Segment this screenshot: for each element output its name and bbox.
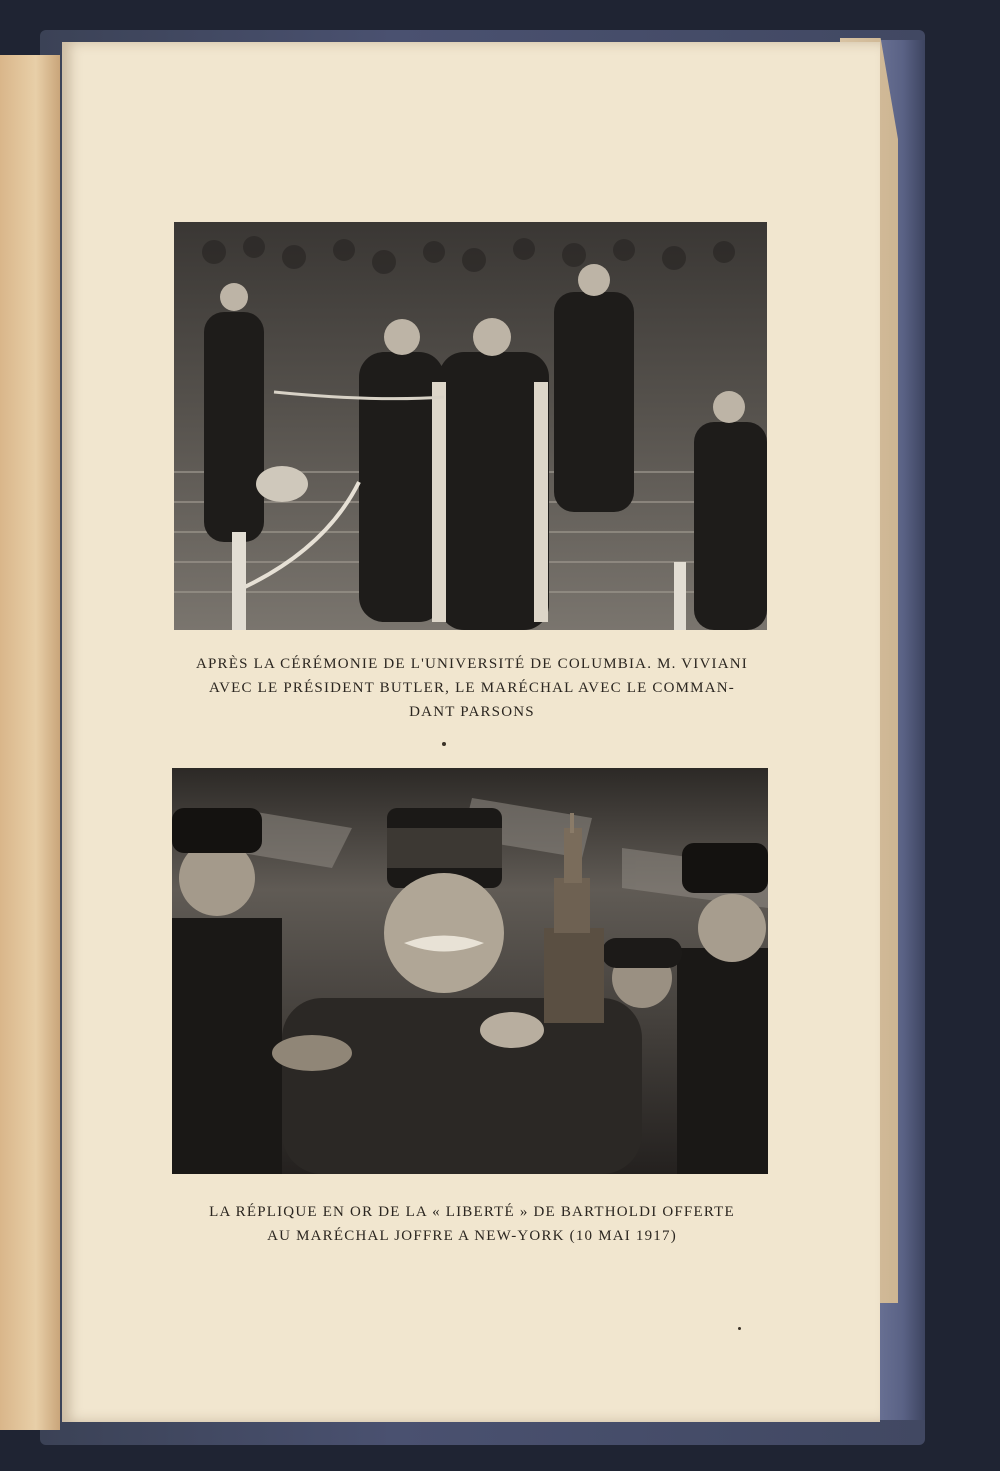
caption-line: LA RÉPLIQUE EN OR DE LA « LIBERTÉ » DE BARTHOLDI OFFERTE <box>209 1204 735 1220</box>
caption-line: APRÈS LA CÉRÉMONIE DE L'UNIVERSITÉ DE COLUMBIA. M. VIVIANI <box>195 656 748 672</box>
ink-speck <box>442 742 446 746</box>
book-page <box>62 42 880 1422</box>
left-page-edge <box>0 55 60 1430</box>
columbia-ceremony-caption <box>162 652 782 724</box>
ink-speck <box>738 1327 741 1330</box>
caption-line: AU MARÉCHAL JOFFRE A NEW-YORK (10 MAI 1917) <box>267 1228 677 1244</box>
caption-line: DANT PARSONS <box>409 704 535 720</box>
columbia-ceremony-photo <box>174 222 767 630</box>
liberty-replica-caption <box>162 1200 782 1248</box>
caption-line: AVEC LE PRÉSIDENT BUTLER, LE MARÉCHAL AVEC LE COMMAN- <box>209 680 735 696</box>
liberty-replica-photo <box>172 768 768 1174</box>
